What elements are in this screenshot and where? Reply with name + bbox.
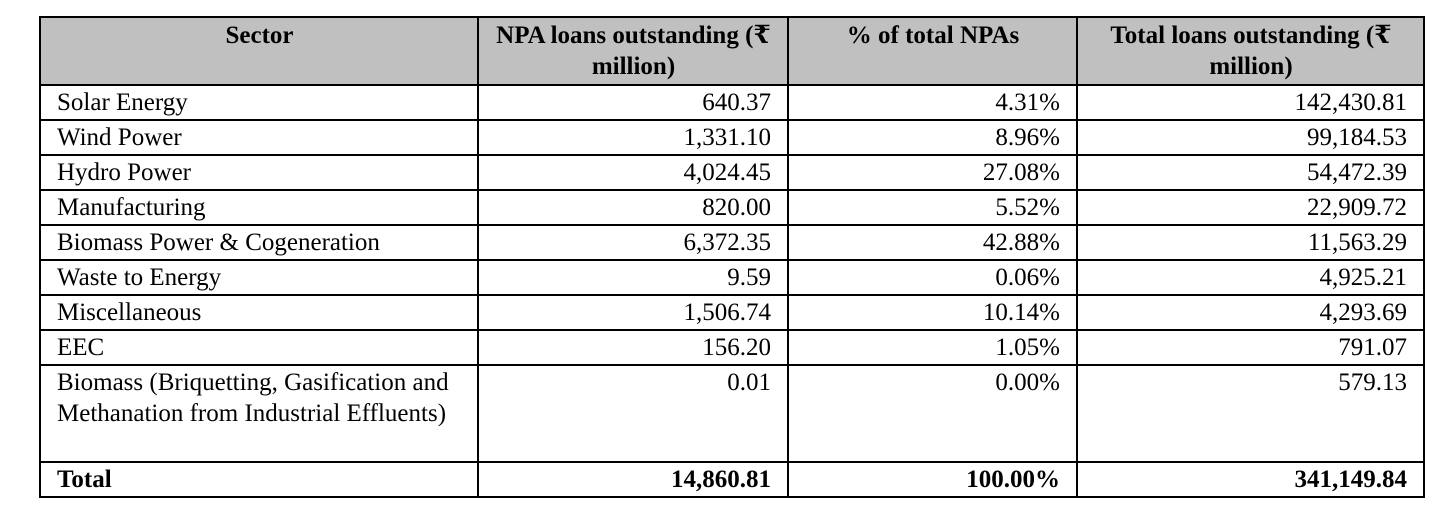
table-body bbox=[40, 85, 1424, 497]
header-percent-npas: % of total NPAs bbox=[788, 17, 1077, 85]
npa-loans-cell: 1,506.74 bbox=[478, 295, 788, 330]
sector-cell: Wind Power bbox=[40, 120, 478, 155]
table-row bbox=[40, 155, 1424, 190]
sector-cell: Miscellaneous bbox=[40, 295, 478, 330]
total-row bbox=[40, 462, 1424, 497]
sector-cell: Solar Energy bbox=[40, 85, 478, 120]
npa-loans-cell: 640.37 bbox=[478, 85, 788, 120]
percent-npas-cell: 5.52% bbox=[788, 190, 1077, 225]
sector-cell: Biomass (Briquetting, Gasification and Methanation from Industrial Effluents) bbox=[40, 365, 478, 462]
total-loans-cell: 142,430.81 bbox=[1077, 85, 1424, 120]
total-loans-cell: 54,472.39 bbox=[1077, 155, 1424, 190]
header-sector: Sector bbox=[40, 17, 478, 85]
npa-loans-cell: 1,331.10 bbox=[478, 120, 788, 155]
sector-cell: Biomass Power & Cogeneration bbox=[40, 225, 478, 260]
sector-cell: Waste to Energy bbox=[40, 260, 478, 295]
table-header bbox=[40, 17, 1424, 85]
percent-npas-cell: 1.05% bbox=[788, 330, 1077, 365]
npa-loans-cell: 9.59 bbox=[478, 260, 788, 295]
percent-npas-cell: 4.31% bbox=[788, 85, 1077, 120]
header-total-loans: Total loans outstanding (₹ million) bbox=[1077, 17, 1424, 85]
total-loans-cell: 791.07 bbox=[1077, 330, 1424, 365]
total-loans-sum-cell: 341,149.84 bbox=[1077, 462, 1424, 497]
table-row bbox=[40, 365, 1424, 462]
npa-sector-table bbox=[39, 16, 1425, 498]
total-percent-npas-cell: 100.00% bbox=[788, 462, 1077, 497]
sector-cell: Manufacturing bbox=[40, 190, 478, 225]
percent-npas-cell: 0.00% bbox=[788, 365, 1077, 462]
total-label-cell: Total bbox=[40, 462, 478, 497]
total-loans-cell: 579.13 bbox=[1077, 365, 1424, 462]
npa-loans-cell: 156.20 bbox=[478, 330, 788, 365]
table-row bbox=[40, 85, 1424, 120]
total-loans-cell: 4,925.21 bbox=[1077, 260, 1424, 295]
total-loans-cell: 22,909.72 bbox=[1077, 190, 1424, 225]
npa-loans-cell: 0.01 bbox=[478, 365, 788, 462]
npa-loans-cell: 820.00 bbox=[478, 190, 788, 225]
npa-loans-cell: 4,024.45 bbox=[478, 155, 788, 190]
table-row bbox=[40, 330, 1424, 365]
percent-npas-cell: 8.96% bbox=[788, 120, 1077, 155]
npa-loans-cell: 6,372.35 bbox=[478, 225, 788, 260]
table-row bbox=[40, 190, 1424, 225]
table-row bbox=[40, 295, 1424, 330]
percent-npas-cell: 10.14% bbox=[788, 295, 1077, 330]
npa-table-container bbox=[39, 16, 1425, 498]
header-npa-loans: NPA loans outstanding (₹ million) bbox=[478, 17, 788, 85]
total-loans-cell: 4,293.69 bbox=[1077, 295, 1424, 330]
table-row bbox=[40, 120, 1424, 155]
total-npa-loans-cell: 14,860.81 bbox=[478, 462, 788, 497]
percent-npas-cell: 42.88% bbox=[788, 225, 1077, 260]
table-row bbox=[40, 260, 1424, 295]
header-row bbox=[40, 17, 1424, 85]
total-loans-cell: 99,184.53 bbox=[1077, 120, 1424, 155]
percent-npas-cell: 0.06% bbox=[788, 260, 1077, 295]
sector-cell: EEC bbox=[40, 330, 478, 365]
total-loans-cell: 11,563.29 bbox=[1077, 225, 1424, 260]
table-row bbox=[40, 225, 1424, 260]
sector-cell: Hydro Power bbox=[40, 155, 478, 190]
percent-npas-cell: 27.08% bbox=[788, 155, 1077, 190]
